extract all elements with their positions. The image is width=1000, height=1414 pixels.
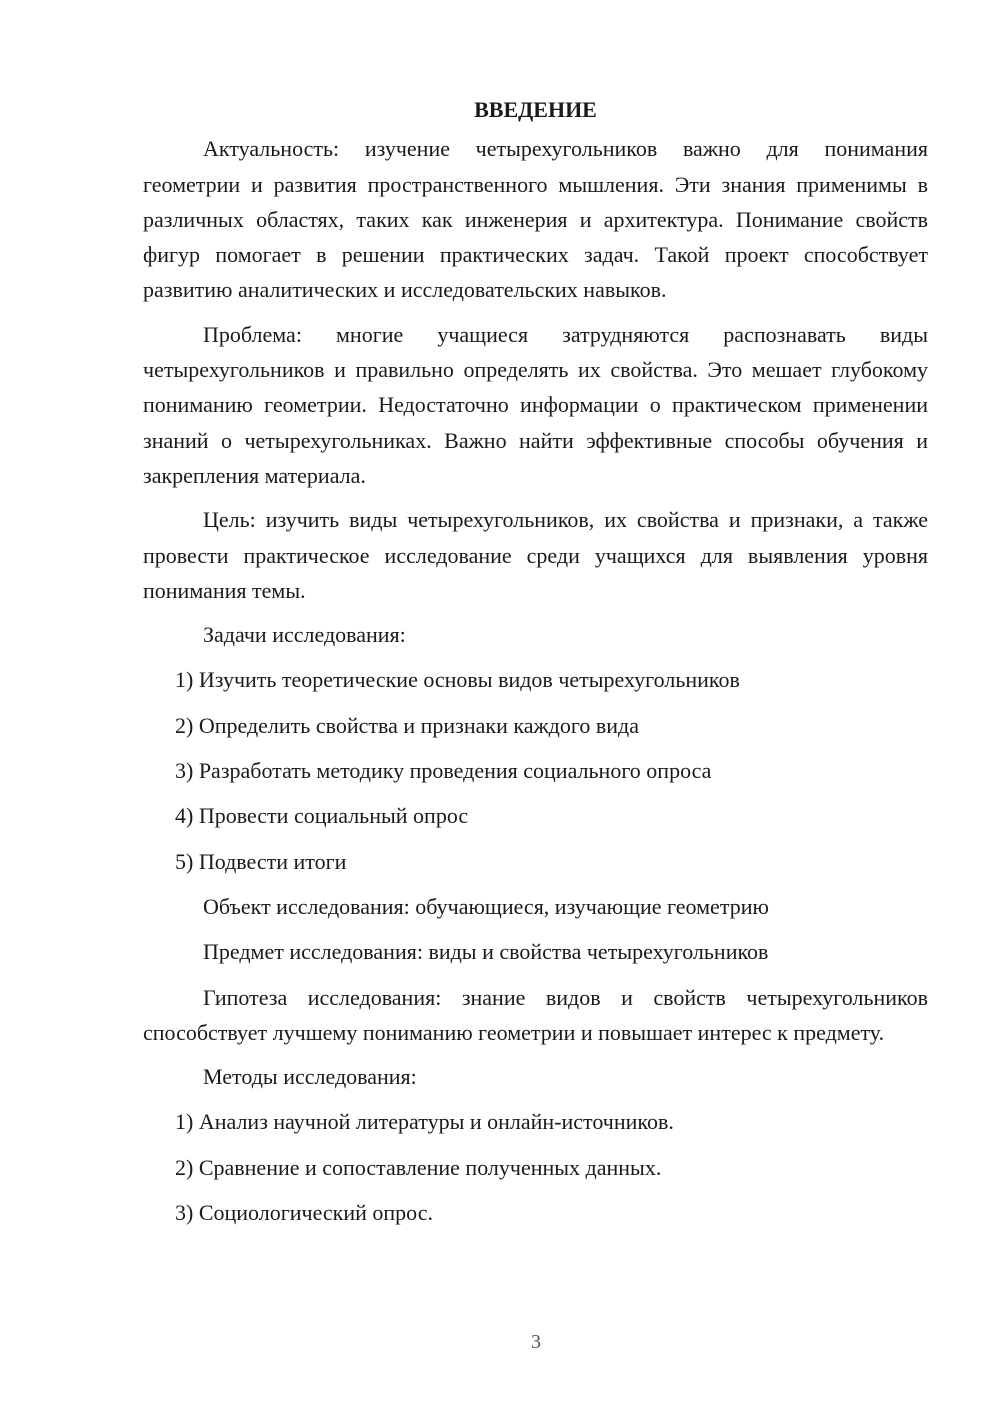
list-item: 2) Определить свойства и признаки каждого вида bbox=[175, 712, 639, 738]
list-item: 1) Анализ научной литературы и онлайн-источников. bbox=[175, 1109, 674, 1135]
problem-paragraph: Проблема: многие учащиеся затрудняются распознавать виды четырехугольников и правильно определять их свойства. Это мешает глубокому пониманию геометрии. Недостаточно информации о практическом применении знаний о четырехугольниках. Важно найти эффективные способы обучения и закрепления материала. bbox=[143, 321, 928, 488]
list-item: 3) Социологический опрос. bbox=[175, 1200, 433, 1226]
goal-paragraph: Цель: изучить виды четырехугольников, их свойства и признаки, а также провести практическое исследование среди учащихся для выявления уровня понимания темы. bbox=[143, 507, 928, 603]
actuality-paragraph: Актуальность: изучение четырехугольников важно для понимания геометрии и развития пространственного мышления. Эти знания применимы в различных областях, таких как инженерия и архитектура. Понимание свойств фигур помогает в решении практических задач. Такой проект способствует развитию аналитических и исследовательских навыков. bbox=[143, 136, 928, 303]
methods-list bbox=[143, 1104, 928, 1230]
subject-line: Предмет исследования: виды и свойства четырехугольников bbox=[203, 939, 769, 965]
methods-label: Методы исследования: bbox=[203, 1064, 417, 1090]
list-item: 4) Провести социальный опрос bbox=[175, 803, 469, 829]
list-item: 1) Изучить теоретические основы видов четырехугольников bbox=[175, 667, 740, 693]
tasks-list bbox=[143, 662, 928, 878]
page-number: 3 bbox=[531, 1331, 541, 1353]
list-item: 5) Подвести итоги bbox=[175, 848, 347, 874]
object-line: Объект исследования: обучающиеся, изучающие геометрию bbox=[203, 893, 769, 919]
page-content bbox=[143, 92, 928, 1240]
section-heading: ВВЕДЕНИЕ bbox=[474, 97, 597, 122]
list-item: 3) Разработать методику проведения социального опроса bbox=[175, 758, 712, 784]
tasks-label: Задачи исследования: bbox=[203, 622, 406, 648]
hypothesis-paragraph: Гипотеза исследования: знание видов и свойств четырехугольников способствует лучшему пониманию геометрии и повышает интерес к предмету. bbox=[143, 984, 928, 1045]
list-item: 2) Сравнение и сопоставление полученных данных. bbox=[175, 1154, 662, 1180]
